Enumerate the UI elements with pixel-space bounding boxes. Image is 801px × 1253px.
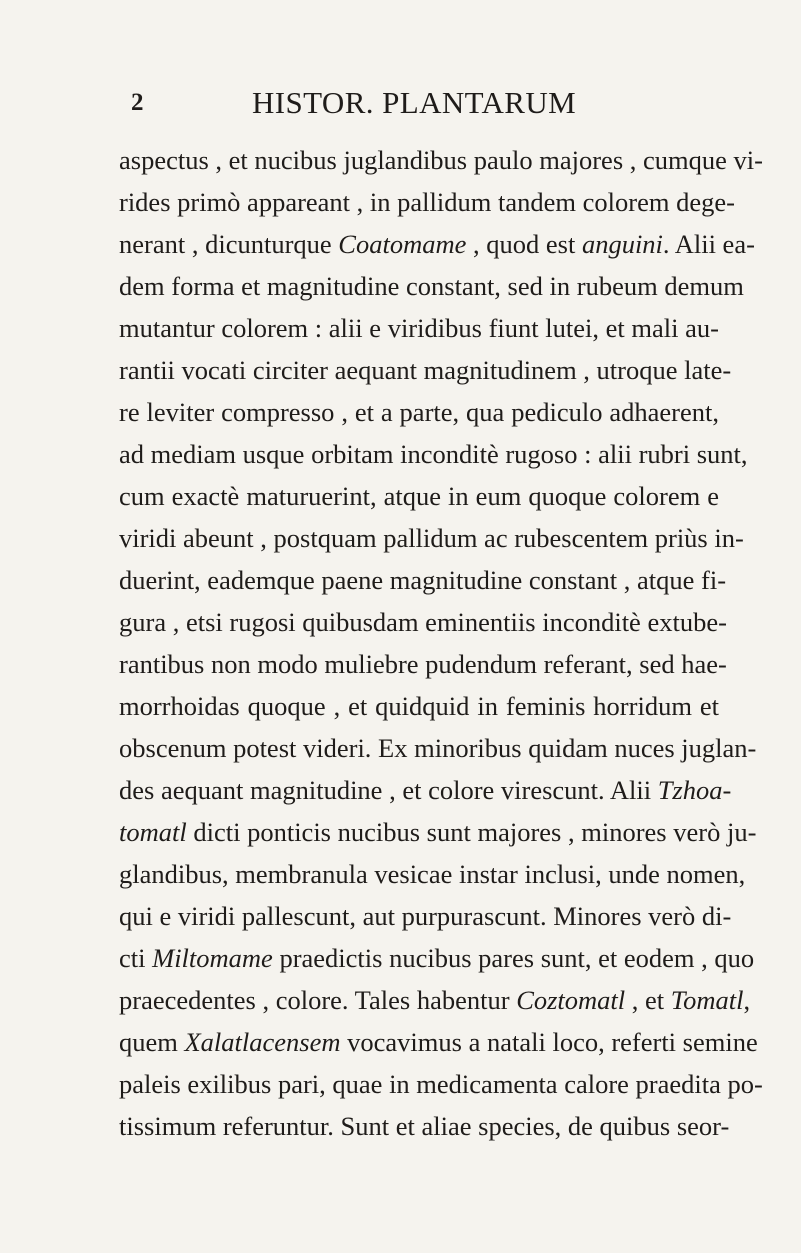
text-line — [119, 769, 732, 811]
text-run: dem forma et magnitudine constant, sed in rubeum demum — [119, 271, 744, 301]
text-line — [119, 853, 746, 895]
text-run: duerint, eademque paene magnitudine constant , atque fi- — [119, 565, 727, 595]
text-line — [119, 391, 719, 433]
text-run: praedictis nucibus pares sunt, et eodem , quo — [272, 943, 755, 973]
text-line — [119, 1021, 758, 1063]
italic-term: Miltomame — [152, 943, 273, 973]
text-run: , quod est — [466, 229, 582, 259]
text-line — [119, 265, 744, 307]
text-run: des aequant magnitudine , et colore virescunt. Alii — [119, 775, 658, 805]
text-run: vocavimus a natali loco, referti semine — [340, 1027, 758, 1057]
text-line — [119, 475, 719, 517]
italic-term: Tomatl — [670, 985, 744, 1015]
text-line — [119, 1063, 763, 1105]
text-run: obscenum potest videri. Ex minoribus quidam nuces juglan- — [119, 733, 757, 763]
italic-term: Coatomame — [338, 229, 467, 259]
text-run: aspectus , et nucibus juglandibus paulo majores , cumque vi- — [119, 145, 763, 175]
text-run: rantii vocati circiter aequant magnitudinem , utroque late- — [119, 355, 732, 385]
text-run: mutantur colorem : alii e viridibus fiunt lutei, et mali au- — [119, 313, 719, 343]
running-title: HISTOR. PLANTARUM — [252, 85, 577, 120]
italic-term: Xalatlacensem — [184, 1027, 341, 1057]
text-run: glandibus, membranula vesicae instar inclusi, unde nomen, — [119, 859, 746, 889]
text-run: qui e viridi pallescunt, aut purpurascunt. Minores verò di- — [119, 901, 732, 931]
body-text — [119, 139, 763, 1147]
text-run: morrhoidas quoque , et quidquid in feminis horridum et — [119, 691, 719, 721]
text-run: , et — [625, 985, 671, 1015]
text-run: cti — [119, 943, 153, 973]
text-run: gura , etsi rugosi quibusdam eminentiis inconditè extube- — [119, 607, 727, 637]
text-line — [119, 895, 732, 937]
italic-term: Tzhoa- — [657, 775, 732, 805]
text-run: nerant , dicunturque — [119, 229, 339, 259]
text-line — [119, 727, 757, 769]
text-line — [119, 601, 727, 643]
text-run: , — [743, 985, 751, 1015]
text-run: dicti ponticis nucibus sunt majores , minores verò ju- — [186, 817, 757, 847]
text-line — [119, 643, 727, 685]
text-line — [119, 685, 719, 727]
text-line — [119, 979, 751, 1021]
text-run: praecedentes , colore. Tales habentur — [119, 985, 517, 1015]
text-run: viridi abeunt , postquam pallidum ac rubescentem priùs in- — [119, 523, 744, 553]
text-line — [119, 181, 735, 223]
text-line — [119, 1105, 730, 1147]
text-line — [119, 517, 744, 559]
text-line — [119, 937, 755, 979]
text-line — [119, 559, 727, 601]
page-header — [0, 84, 801, 124]
text-line — [119, 223, 755, 265]
italic-term: anguini — [581, 229, 663, 259]
text-run: rantibus non modo muliebre pudendum referant, sed hae- — [119, 649, 727, 679]
text-run: re leviter compresso , et a parte, qua pediculo adhaerent, — [119, 397, 719, 427]
text-line — [119, 811, 757, 853]
text-run: rides primò appareant , in pallidum tandem colorem dege- — [119, 187, 735, 217]
text-run: ad mediam usque orbitam inconditè rugoso : alii rubri sunt, — [119, 439, 748, 469]
text-run: cum exactè maturuerint, atque in eum quoque colorem e — [119, 481, 719, 511]
page-number: 2 — [131, 89, 144, 116]
text-line — [119, 349, 732, 391]
text-line — [119, 307, 719, 349]
text-line — [119, 433, 748, 475]
italic-term: Coztomatl — [516, 985, 626, 1015]
text-run: . Alii ea- — [662, 229, 755, 259]
italic-term: tomatl — [119, 817, 187, 847]
text-run: tissimum referuntur. Sunt et aliae species, de quibus seor- — [119, 1111, 730, 1141]
text-run: paleis exilibus pari, quae in medicamenta calore praedita po- — [119, 1069, 763, 1099]
text-line — [119, 139, 763, 181]
text-run: quem — [119, 1027, 185, 1057]
